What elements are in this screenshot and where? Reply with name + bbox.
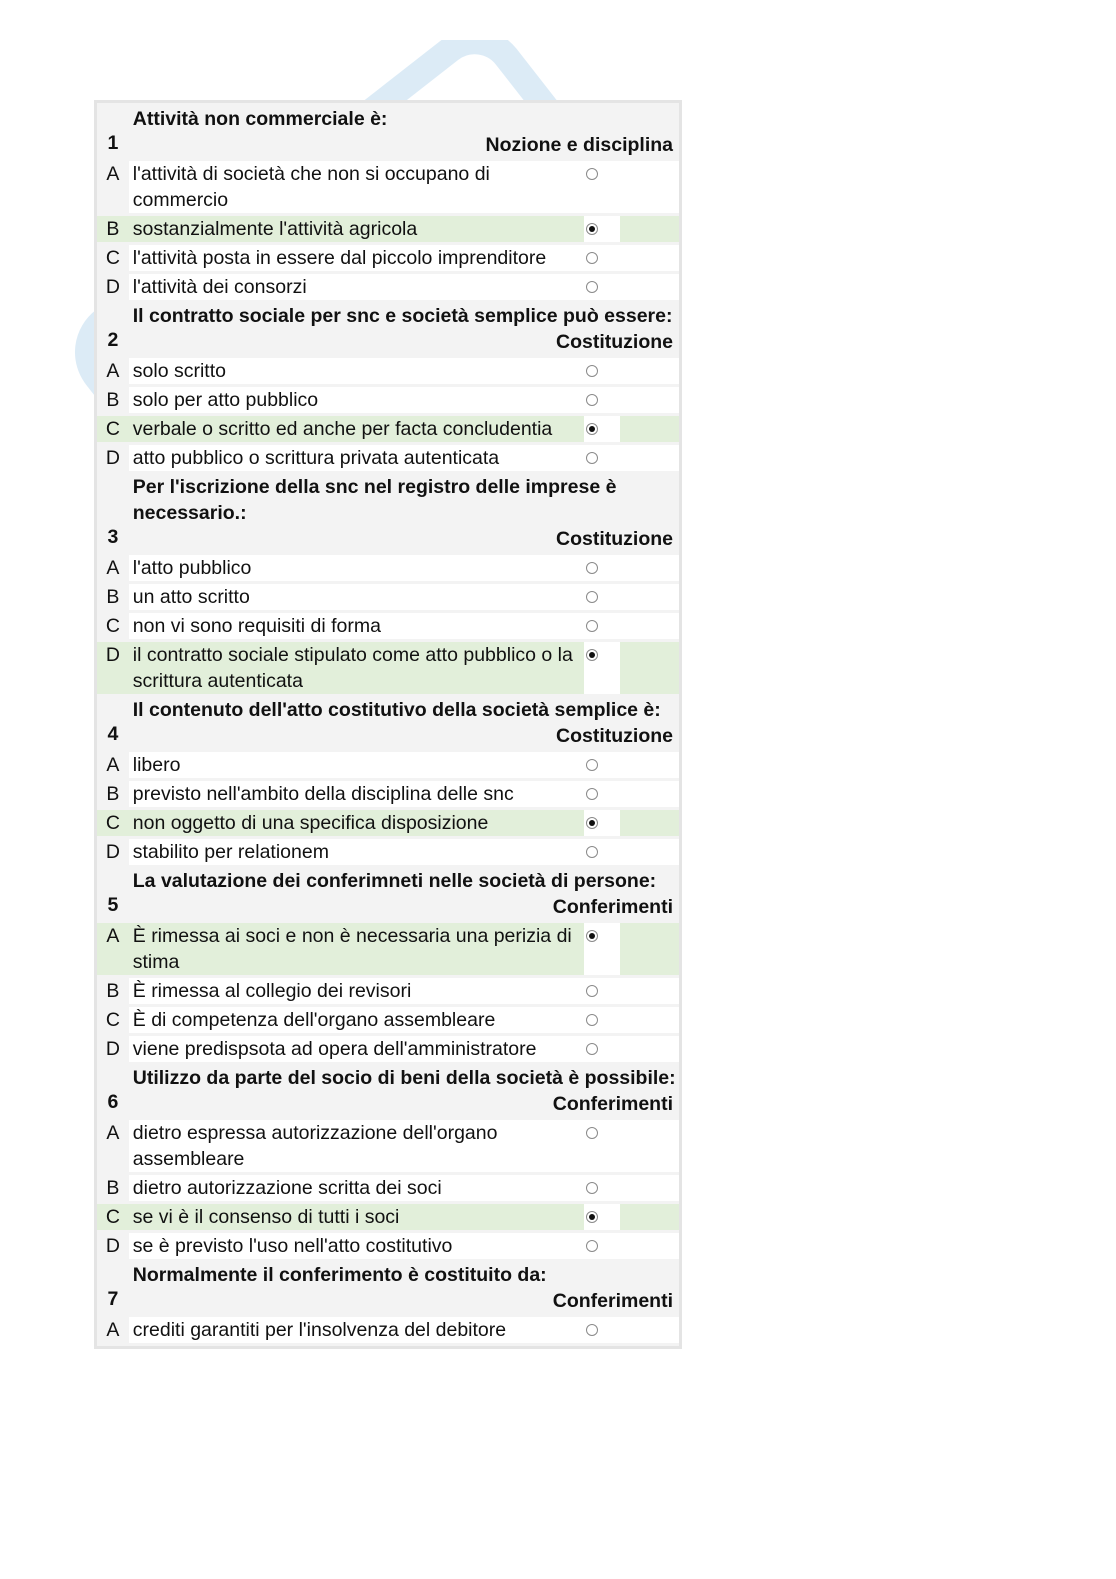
answer-spacer	[620, 274, 679, 300]
question-category: Conferimenti	[552, 1290, 673, 1312]
radio-button[interactable]	[586, 649, 598, 661]
answer-letter: D	[97, 445, 129, 471]
answer-radio-cell	[584, 1317, 620, 1343]
answer-spacer	[620, 781, 679, 807]
answer-row[interactable]	[97, 1204, 679, 1230]
answer-spacer	[620, 1007, 679, 1033]
answer-radio-cell	[584, 245, 620, 271]
answer-letter: C	[97, 1204, 129, 1230]
answer-letter: A	[97, 1317, 129, 1343]
radio-button[interactable]	[586, 788, 598, 800]
question-row	[97, 1262, 679, 1314]
radio-button[interactable]	[586, 252, 598, 264]
answer-text: dietro autorizzazione scritta dei soci	[129, 1175, 584, 1201]
answer-spacer	[620, 1036, 679, 1062]
question-text: Normalmente il conferimento è costituito da:	[132, 1264, 547, 1286]
answer-spacer	[620, 216, 679, 242]
answer-spacer	[620, 358, 679, 384]
answer-radio-cell	[584, 387, 620, 413]
answer-row[interactable]	[97, 1120, 679, 1172]
question-row	[97, 1065, 679, 1117]
answer-spacer	[620, 387, 679, 413]
answer-letter: C	[97, 613, 129, 639]
answer-spacer	[620, 584, 679, 610]
radio-button[interactable]	[586, 985, 598, 997]
question-text: Il contratto sociale per snc e società semplice può essere:	[132, 305, 673, 327]
answer-letter: A	[97, 752, 129, 778]
answer-spacer	[620, 1204, 679, 1230]
quiz-rows	[97, 103, 679, 1346]
answer-radio-cell	[584, 642, 620, 694]
question-number: 3	[97, 474, 129, 552]
answer-spacer	[620, 613, 679, 639]
radio-button[interactable]	[586, 1127, 598, 1139]
answer-text: il contratto sociale stipulato come atto pubblico o la scrittura autenticata	[129, 642, 584, 694]
answer-radio-cell	[584, 161, 620, 213]
answer-radio-cell	[584, 445, 620, 471]
question-text: Attività non commerciale è:	[132, 108, 388, 130]
question-number: 6	[97, 1065, 129, 1117]
answer-radio-cell	[584, 555, 620, 581]
radio-button[interactable]	[586, 930, 598, 942]
radio-button[interactable]	[586, 759, 598, 771]
answer-spacer	[620, 978, 679, 1004]
question-category: Costituzione	[556, 725, 673, 747]
answer-row[interactable]	[97, 1317, 679, 1343]
radio-button[interactable]	[586, 817, 598, 829]
question-cell	[129, 1262, 679, 1314]
answer-radio-cell	[584, 1036, 620, 1062]
question-number: 5	[97, 868, 129, 920]
radio-button[interactable]	[586, 591, 598, 603]
radio-button[interactable]	[586, 620, 598, 632]
answer-spacer	[620, 810, 679, 836]
answer-text: È rimessa al collegio dei revisori	[129, 978, 584, 1004]
question-row	[97, 697, 679, 749]
answer-row[interactable]	[97, 1036, 679, 1062]
answer-spacer	[620, 161, 679, 213]
question-cell	[129, 474, 679, 552]
answer-text: crediti garantiti per l'insolvenza del debitore	[129, 1317, 584, 1343]
answer-letter: D	[97, 839, 129, 865]
question-row	[97, 474, 679, 552]
answer-letter: D	[97, 274, 129, 300]
answer-row[interactable]	[97, 752, 679, 778]
answer-text: libero	[129, 752, 584, 778]
radio-button[interactable]	[586, 223, 598, 235]
answer-row[interactable]	[97, 216, 679, 242]
answer-text: verbale o scritto ed anche per facta concludentia	[129, 416, 584, 442]
question-number: 1	[97, 106, 129, 158]
answer-letter: B	[97, 1175, 129, 1201]
answer-text: l'atto pubblico	[129, 555, 584, 581]
radio-button[interactable]	[586, 1324, 598, 1336]
answer-letter: B	[97, 584, 129, 610]
answer-radio-cell	[584, 1204, 620, 1230]
question-text: Il contenuto dell'atto costitutivo della società semplice è:	[132, 699, 661, 721]
question-cell	[129, 106, 679, 158]
answer-letter: A	[97, 358, 129, 384]
answer-text: l'attività posta in essere dal piccolo imprenditore	[129, 245, 584, 271]
answer-letter: A	[97, 555, 129, 581]
answer-letter: B	[97, 387, 129, 413]
question-row	[97, 303, 679, 355]
answer-letter: B	[97, 216, 129, 242]
answer-radio-cell	[584, 216, 620, 242]
answer-text: se vi è il consenso di tutti i soci	[129, 1204, 584, 1230]
answer-letter: A	[97, 923, 129, 975]
radio-button[interactable]	[586, 1182, 598, 1194]
answer-letter: C	[97, 416, 129, 442]
answer-row[interactable]	[97, 416, 679, 442]
answer-radio-cell	[584, 810, 620, 836]
answer-row[interactable]	[97, 274, 679, 300]
question-text: Utilizzo da parte del socio di beni della società è possibile:	[132, 1067, 676, 1089]
answer-row[interactable]	[97, 923, 679, 975]
question-row	[97, 106, 679, 158]
answer-radio-cell	[584, 839, 620, 865]
answer-radio-cell	[584, 1120, 620, 1172]
answer-radio-cell	[584, 274, 620, 300]
answer-row[interactable]	[97, 387, 679, 413]
question-category: Costituzione	[556, 528, 673, 550]
question-cell	[129, 303, 679, 355]
answer-spacer	[620, 923, 679, 975]
radio-button[interactable]	[586, 1043, 598, 1055]
radio-button[interactable]	[586, 1211, 598, 1223]
answer-row[interactable]	[97, 584, 679, 610]
answer-letter: D	[97, 1036, 129, 1062]
question-category: Nozione e disciplina	[485, 134, 673, 156]
answer-text: non vi sono requisiti di forma	[129, 613, 584, 639]
answer-letter: A	[97, 161, 129, 213]
question-category: Costituzione	[556, 331, 673, 353]
answer-spacer	[620, 839, 679, 865]
answer-text: un atto scritto	[129, 584, 584, 610]
answer-spacer	[620, 555, 679, 581]
answer-text: È di competenza dell'organo assembleare	[129, 1007, 584, 1033]
radio-button[interactable]	[586, 452, 598, 464]
answer-text: solo scritto	[129, 358, 584, 384]
answer-row[interactable]	[97, 1007, 679, 1033]
answer-spacer	[620, 1233, 679, 1259]
answer-text: l'attività dei consorzi	[129, 274, 584, 300]
question-cell	[129, 697, 679, 749]
answer-spacer	[620, 642, 679, 694]
radio-button[interactable]	[586, 423, 598, 435]
answer-radio-cell	[584, 358, 620, 384]
radio-button[interactable]	[586, 1014, 598, 1026]
radio-button[interactable]	[586, 394, 598, 406]
answer-row[interactable]	[97, 978, 679, 1004]
answer-text: solo per atto pubblico	[129, 387, 584, 413]
radio-button[interactable]	[586, 281, 598, 293]
answer-row[interactable]	[97, 1175, 679, 1201]
question-number: 4	[97, 697, 129, 749]
question-cell	[129, 1065, 679, 1117]
answer-letter: C	[97, 245, 129, 271]
answer-radio-cell	[584, 584, 620, 610]
answer-spacer	[620, 245, 679, 271]
answer-spacer	[620, 1317, 679, 1343]
answer-radio-cell	[584, 978, 620, 1004]
question-text: La valutazione dei conferimneti nelle società di persone:	[132, 870, 657, 892]
question-number: 2	[97, 303, 129, 355]
answer-row[interactable]	[97, 810, 679, 836]
answer-row[interactable]	[97, 642, 679, 694]
answer-radio-cell	[584, 613, 620, 639]
answer-radio-cell	[584, 1233, 620, 1259]
radio-button[interactable]	[586, 846, 598, 858]
answer-spacer	[620, 1175, 679, 1201]
answer-spacer	[620, 416, 679, 442]
answer-row[interactable]	[97, 1233, 679, 1259]
answer-spacer	[620, 445, 679, 471]
answer-text: atto pubblico o scrittura privata autenticata	[129, 445, 584, 471]
radio-button[interactable]	[586, 365, 598, 377]
answer-text: non oggetto di una specifica disposizione	[129, 810, 584, 836]
answer-text: dietro espressa autorizzazione dell'organo assembleare	[129, 1120, 584, 1172]
radio-button[interactable]	[586, 562, 598, 574]
radio-button[interactable]	[586, 168, 598, 180]
answer-text: È rimessa ai soci e non è necessaria una perizia di stima	[129, 923, 584, 975]
answer-row[interactable]	[97, 161, 679, 213]
question-number: 7	[97, 1262, 129, 1314]
answer-radio-cell	[584, 416, 620, 442]
answer-letter: C	[97, 810, 129, 836]
answer-letter: B	[97, 978, 129, 1004]
question-row	[97, 868, 679, 920]
answer-row[interactable]	[97, 445, 679, 471]
answer-letter: A	[97, 1120, 129, 1172]
question-cell	[129, 868, 679, 920]
answer-row[interactable]	[97, 839, 679, 865]
answer-spacer	[620, 752, 679, 778]
answer-text: viene predispsota ad opera dell'amministratore	[129, 1036, 584, 1062]
answer-letter: D	[97, 642, 129, 694]
answer-radio-cell	[584, 1007, 620, 1033]
answer-radio-cell	[584, 923, 620, 975]
question-category: Conferimenti	[552, 1093, 673, 1115]
answer-row[interactable]	[97, 245, 679, 271]
answer-text: se è previsto l'uso nell'atto costitutivo	[129, 1233, 584, 1259]
answer-spacer	[620, 1120, 679, 1172]
question-category: Conferimenti	[552, 896, 673, 918]
answer-row[interactable]	[97, 555, 679, 581]
answer-letter: D	[97, 1233, 129, 1259]
answer-text: sostanzialmente l'attività agricola	[129, 216, 584, 242]
answer-letter: B	[97, 781, 129, 807]
answer-radio-cell	[584, 781, 620, 807]
answer-row[interactable]	[97, 358, 679, 384]
answer-radio-cell	[584, 1175, 620, 1201]
answer-letter: C	[97, 1007, 129, 1033]
question-text: Per l'iscrizione della snc nel registro delle imprese è necessario.:	[132, 476, 617, 524]
answer-text: l'attività di società che non si occupano di commercio	[129, 161, 584, 213]
answer-row[interactable]	[97, 613, 679, 639]
answer-row[interactable]	[97, 781, 679, 807]
radio-button[interactable]	[586, 1240, 598, 1252]
quiz-table	[94, 100, 682, 1349]
answer-text: stabilito per relationem	[129, 839, 584, 865]
answer-text: previsto nell'ambito della disciplina delle snc	[129, 781, 584, 807]
answer-radio-cell	[584, 752, 620, 778]
